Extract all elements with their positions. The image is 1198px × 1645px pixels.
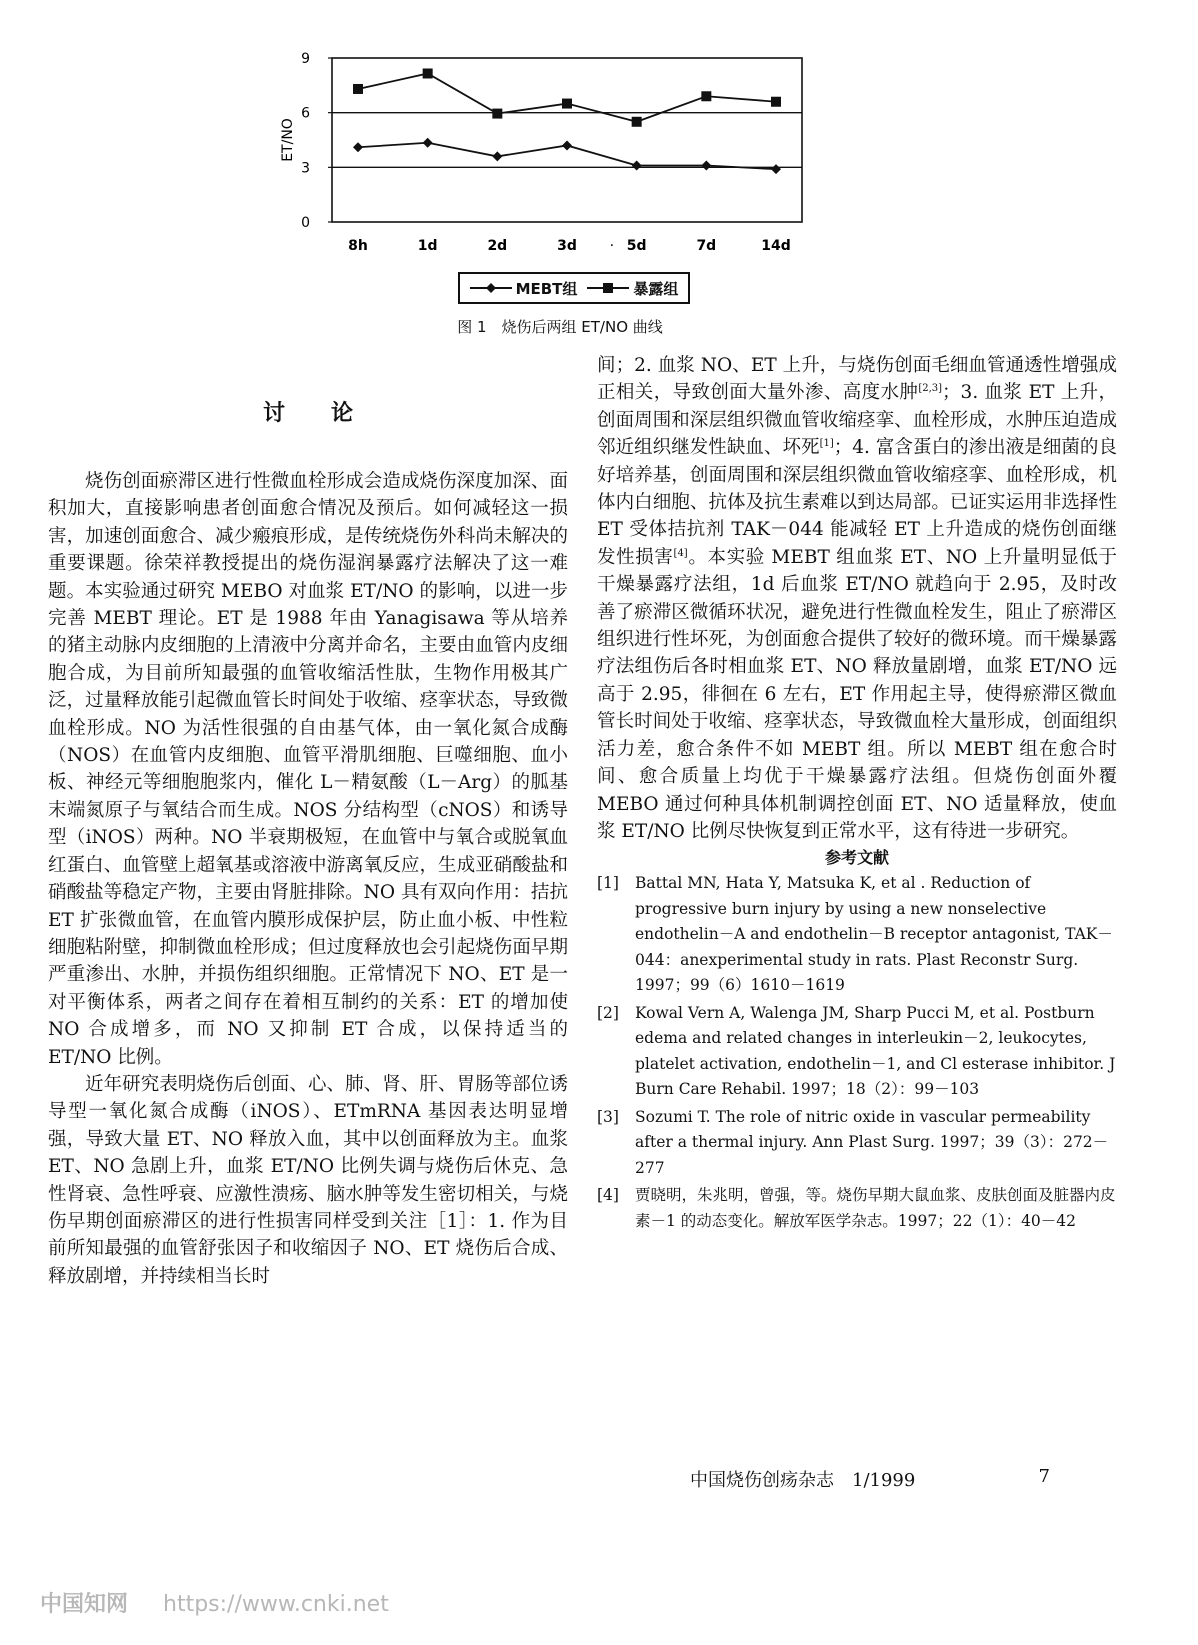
x-tick-label: 8h: [348, 238, 368, 254]
y-tick-label: 9: [301, 51, 310, 67]
data-point-square: [353, 84, 363, 94]
data-point-diamond: [423, 138, 433, 148]
section-heading-discussion: 讨论: [262, 401, 399, 426]
x-tick-label: 7d: [696, 238, 717, 254]
square-marker-icon: [587, 281, 629, 295]
page-number: 7: [1038, 1466, 1050, 1487]
x-tick-label: 1d: [417, 238, 438, 254]
x-tick-label: 5d: [626, 238, 647, 254]
reference-item: [597, 871, 1117, 999]
watermark-brand: 中国知网: [40, 1592, 129, 1617]
diamond-marker-icon: [470, 281, 512, 295]
x-tick-label: 14d: [761, 238, 791, 254]
et-no-line-chart: [280, 40, 840, 270]
chart-legend: [458, 272, 690, 304]
references-title: 参考文献: [824, 848, 889, 868]
figure-1: [280, 40, 840, 350]
page-footer: [690, 1466, 1050, 1492]
right-column: [597, 352, 1117, 1236]
reference-text: Kowal Vern A, Walenga JM, Sharp Pucci M, et al. Postburn edema and related changes in interleukin－2, leukocytes, platelet activation, endothelin－1, and Cl esterase inhibitor. J Burn Care Rehabil. 1997；18（2）：99－103: [635, 1003, 1116, 1099]
y-tick-label: 3: [301, 160, 310, 177]
data-point-diamond: [701, 161, 711, 171]
paragraph-1: 烧伤创面瘀滞区进行性微血栓形成会造成烧伤深度加深、面积加大，直接影响患者创面愈合情况及预后。如何减轻这一损害，加速创面愈合、减少瘢痕形成，是传统烧伤外科尚未解决的重要课题。徐荣祥教授提出的烧伤湿润暴露疗法解决了这一难题。本实验通过研究 MEBO 对血浆 ET/NO 的影响，以进一步完善 MEBT 理论。ET 是 1988 年由 Yanagisawa 等从培养的猪主动脉内皮细胞的上清液中分离并命名，主要由血管内皮细胞合成，为目前所知最强的血管收缩活性肽，生物作用极其广泛，过量释放能引起微血管长时间处于收缩、痉挛状态，导致微血栓形成。NO 为活性很强的自由基气体，由一氧化氮合成酶（NOS）在血管内皮细胞、血管平滑肌细胞、巨噬细胞、血小板、神经元等细胞胞浆内，催化 L－精氨酸（L－Arg）的胍基末端氮原子与氧结合而生成。NOS 分结构型（cNOS）和诱导型（iNOS）两种。NO 半衰期极短，在血管中与氧合或脱氧血红蛋白、血管壁上超氧基或溶液中游离氧反应，生成亚硝酸盐和硝酸盐等稳定产物，主要由肾脏排除。NO 具有双向作用：拮抗 ET 扩张微血管，在血管内膜形成保护层，防止血小板、中性粒细胞粘附壁，抑制微血栓形成；但过度释放也会引起烧伤面早期严重渗出、水肿，并损伤组织细胞。正常情况下 NO、ET 是一对平衡体系，两者之间存在着相互制约的关系：ET 的增加使 NO 合成增多，而 NO 又抑制 ET 合成，以保持适当的 ET/NO 比例。: [48, 471, 568, 1068]
watermark: [40, 1587, 389, 1618]
data-point-square: [423, 68, 433, 78]
y-tick-label: 6: [301, 105, 310, 122]
citation-4: [4]: [673, 547, 688, 559]
series-line: [358, 73, 776, 121]
data-point-diamond: [632, 161, 642, 171]
x-axis-separator-mark: ·: [609, 238, 615, 254]
data-point-square: [492, 109, 502, 119]
figure-caption: 图 1 烧伤后两组 ET/NO 曲线: [457, 318, 663, 336]
reference-number: [1]: [597, 874, 619, 893]
legend-item-mebt: [470, 278, 578, 299]
citation-2-3: [2,3]: [918, 383, 943, 395]
journal-name: 中国烧伤创疡杂志 1/1999: [690, 1470, 916, 1491]
paragraph-2: 近年研究表明烧伤后创面、心、肺、肾、肝、胃肠等部位诱导型一氧化氮合成酶（iNOS）、ETmRNA 基因表达明显增强，导致大量 ET、NO 释放入血，其中以创面释放为主。血浆 ET、NO 急剧上升，血浆 ET/NO 比例失调与烧伤后休克、急性肾衰、急性呼衰、应激性溃疡、脑水肿等发生密切相关，与烧伤早期创面瘀滞区的进行性损害同样受到关注［1］：1. 作为目前所知最强的血管舒张因子和收缩因子 NO、ET 烧伤后合成、释放剧增，并持续相当长时: [48, 1073, 568, 1287]
reference-number: [2]: [597, 1003, 619, 1022]
legend-item-exposure: [587, 278, 678, 299]
data-point-diamond: [353, 142, 363, 152]
reference-text: Sozumi T. The role of nitric oxide in vascular permeability after a thermal injury. Ann Plast Surg. 1997；39（3）：272－277: [635, 1107, 1109, 1177]
reference-item: [597, 1183, 1117, 1234]
data-point-square: [562, 99, 572, 109]
paragraph-3-part-d: 。本实验 MEBT 组血浆 ET、NO 上升量明显低于干燥暴露疗法组，1d 后血浆 ET/NO 就趋向于 2.95，及时改善了瘀滞区微循环状况，避免进行性微血栓发生，阻止了瘀滞区组织进行性坏死，为创面愈合提供了较好的微环境。而干燥暴露疗法组伤后各时相血浆 ET、NO 释放量剧增，血浆 ET/NO 远高于 2.95，徘徊在 6 左右，ET 作用起主导，使得瘀滞区微血管长时间处于收缩、痉挛状态，导致微血栓大量形成，创面组织活力差，愈合条件不如 MEBT 组。所以 MEBT 组在愈合时间、愈合质量上均优于干燥暴露疗法组。但烧伤创面外覆 MEBO 通过何种具体机制调控创面 ET、NO 适量释放，使血浆 ET/NO 比例尽快恢复到正常水平，这有待进一步研究。: [597, 546, 1117, 842]
data-point-square: [771, 97, 781, 107]
paragraph-3-part-c: ；4. 富含蛋白的渗出液是细菌的良好培养基，创面周围和深层组织微血管收缩痉挛、血栓形成，机体内白细胞、抗体及抗生素难以到达局部。已证实运用非选择性 ET 受体拮抗剂 TAK－044 能减轻 ET 上升造成的烧伤创面继发性损害: [597, 437, 1117, 568]
x-tick-label: 3d: [557, 238, 577, 254]
paragraph-3-part-b: ；3. 血浆 ET 上升，创面周围和深层组织微血管收缩痉挛、血栓形成，水肿压迫造成邻近组织继发性缺血、坏死: [597, 382, 1117, 459]
left-column: [48, 394, 568, 1290]
x-tick-label: 2d: [487, 238, 508, 254]
reference-text: 贾晓明，朱兆明，曾强，等。烧伤早期大鼠血浆、皮肤创面及脏器内皮素－1 的动态变化。解放军医学杂志。1997；22（1）：40－42: [635, 1186, 1116, 1230]
watermark-url: https://www.cnki.net: [163, 1592, 389, 1617]
citation-1: [1]: [819, 438, 834, 450]
reference-item: [597, 1105, 1117, 1182]
data-point-diamond: [492, 151, 502, 161]
reference-number: [4]: [597, 1186, 619, 1205]
data-point-square: [701, 91, 711, 101]
data-point-diamond: [771, 164, 781, 174]
reference-text: Battal MN, Hata Y, Matsuka K, et al . Reduction of progressive burn injury by using a new nonselective endothelin－A and endothelin－B receptor antagonist, TAK－044：anexperimental study in rats. Plast Reconstr Surg. 1997；99（6）1610－1619: [635, 874, 1113, 995]
reference-number: [3]: [597, 1107, 619, 1126]
y-axis-label: ET/NO: [280, 118, 296, 162]
data-point-diamond: [562, 140, 572, 150]
paragraph-3-part-a: 间；2. 血浆 NO、ET 上升，与烧伤创面毛细血管通透性增强成正相关，导致创面大量外渗、高度水肿: [597, 355, 1117, 404]
legend-label-mebt: MEBT组: [515, 279, 578, 298]
paragraph-3: [597, 352, 1117, 845]
reference-item: [597, 1001, 1117, 1103]
data-point-square: [632, 117, 642, 127]
legend-label-exposure: 暴露组: [633, 279, 679, 298]
plot-frame: [332, 58, 802, 222]
y-tick-label: 0: [301, 215, 310, 231]
